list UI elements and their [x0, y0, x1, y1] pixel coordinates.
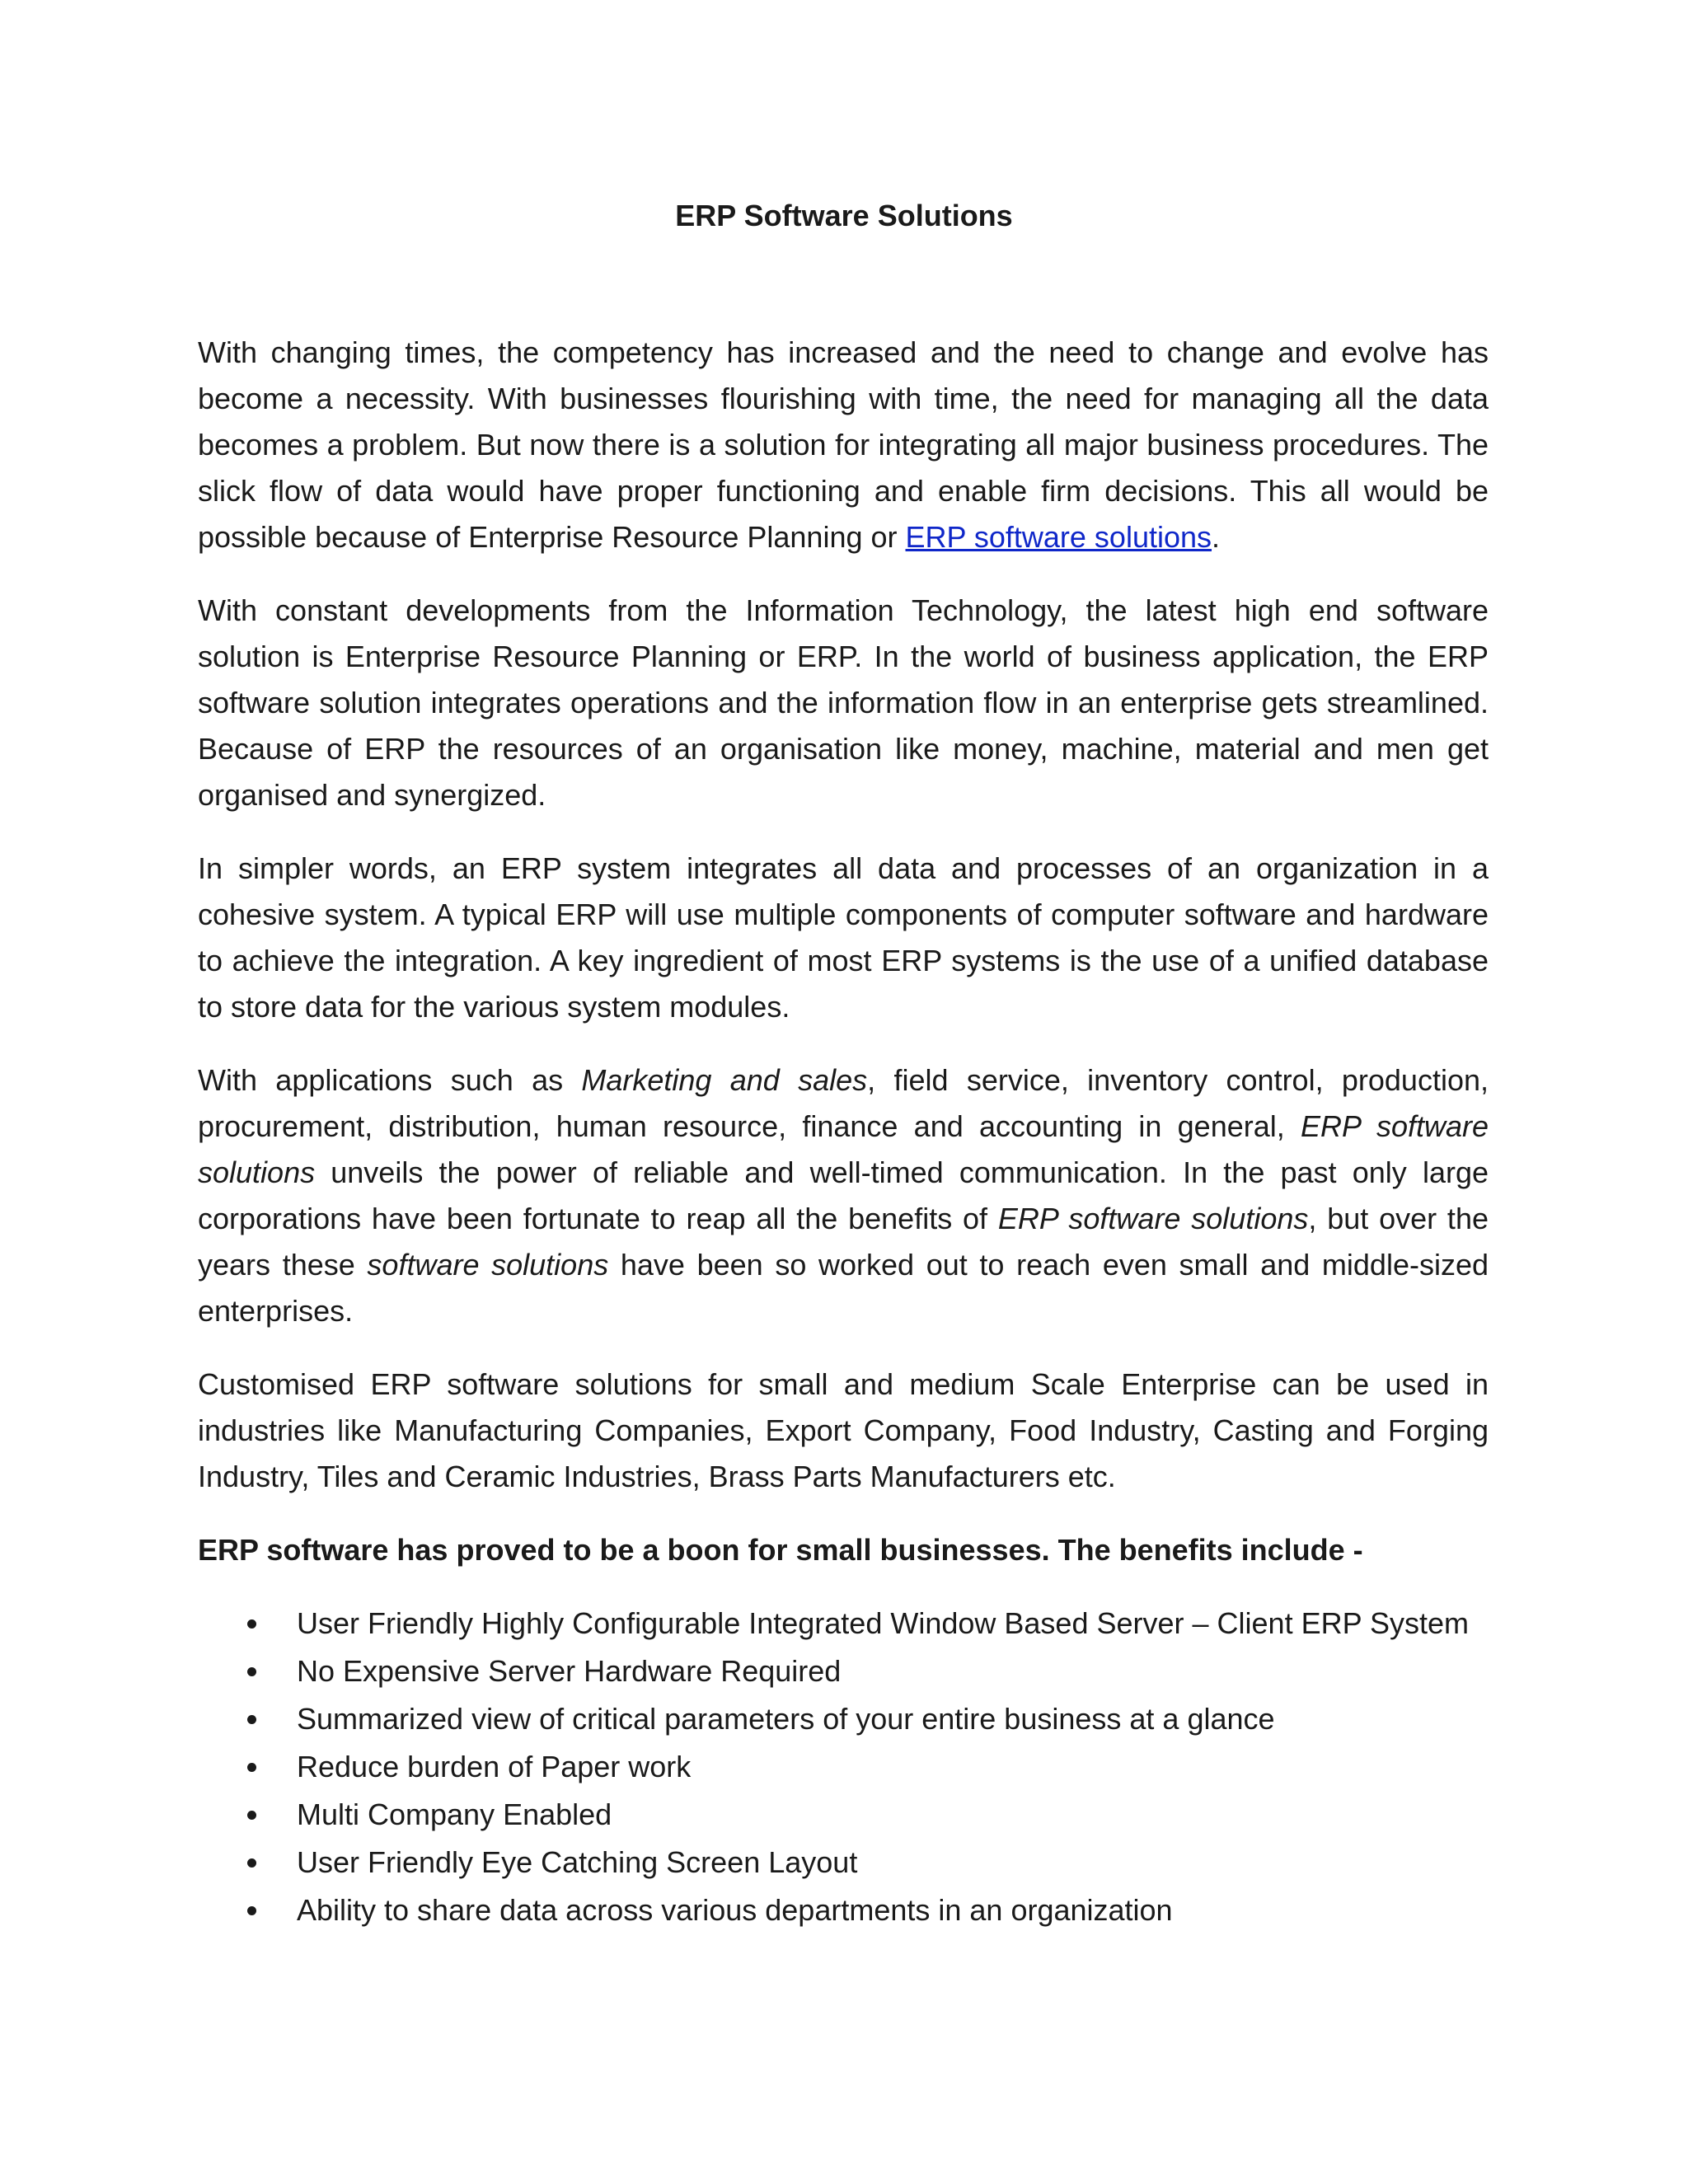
applications-text-4: , but over the years these — [198, 1202, 1489, 1282]
list-item — [198, 1886, 1489, 1934]
list-item — [198, 1647, 1489, 1695]
list-item-text: Multi Company Enabled — [297, 1797, 612, 1831]
applications-italic-marketing: Marketing and sales — [581, 1063, 868, 1097]
document-body — [198, 330, 1489, 1934]
benefits-list — [198, 1600, 1489, 1934]
list-item — [198, 1600, 1489, 1647]
intro-period: . — [1212, 520, 1221, 554]
paragraph-applications — [198, 1057, 1489, 1334]
intro-text: With changing times, the competency has increased and the need to change and evolve has become a necessity. With businesses flourishing with time, the need for managing all the data becomes a problem. But now there is a solution for integrating all major business procedures. The slick flow of data would have proper functioning and enable firm decisions. This all would be possible because of Enterprise Resource Planning or — [198, 335, 1489, 554]
list-item-text: Summarized view of critical parameters of your entire business at a glance — [297, 1702, 1275, 1736]
benefits-heading: ERP software has proved to be a boon for small businesses. The benefits include - — [198, 1533, 1363, 1567]
applications-italic-erp-1: ERP software solutions — [198, 1109, 1489, 1189]
list-item — [198, 1839, 1489, 1886]
list-item-text: Reduce burden of Paper work — [297, 1750, 692, 1783]
paragraph-customised: Customised ERP software solutions for small and medium Scale Enterprise can be used in industries like Manufacturing Companies, Export Company, Food Industry, Casting and Forging Industry, Tiles and Ceramic Industries, Brass Parts Manufacturers etc. — [198, 1367, 1489, 1493]
list-item-text: No Expensive Server Hardware Required — [297, 1654, 842, 1688]
list-item — [198, 1695, 1489, 1743]
paragraph-simpler-words: In simpler words, an ERP system integrates all data and processes of an organization in a cohesive system. A typical ERP will use multiple components of computer software and hardware to achieve the integration. A key ingredient of most ERP systems is the use of a unified database to store data for the various system modules. — [198, 851, 1489, 1024]
bullet-icon — [247, 1858, 256, 1868]
applications-text-2: , field service, inventory control, production, procurement, distribution, human resource, finance and accounting in general, — [198, 1063, 1489, 1143]
applications-text-5: have been so worked out to reach even small and middle-sized enterprises. — [198, 1248, 1489, 1328]
list-item-text: User Friendly Highly Configurable Integrated Window Based Server – Client ERP System — [297, 1606, 1469, 1640]
list-item-text: Ability to share data across various departments in an organization — [297, 1893, 1173, 1927]
applications-text-1: With applications such as — [198, 1063, 582, 1097]
bullet-icon — [247, 1763, 256, 1772]
list-item-text: User Friendly Eye Catching Screen Layout — [297, 1845, 858, 1879]
list-item — [198, 1743, 1489, 1791]
bullet-icon — [247, 1906, 256, 1915]
applications-italic-erp-2: ERP software solutions — [997, 1202, 1309, 1235]
bullet-icon — [247, 1811, 256, 1820]
bullet-icon — [247, 1715, 256, 1724]
paragraph-intro — [198, 330, 1489, 560]
document-title: ERP Software Solutions — [675, 199, 1013, 232]
bullet-icon — [247, 1667, 256, 1676]
paragraph-it-developments: With constant developments from the Information Technology, the latest high end software solution is Enterprise Resource Planning or ERP. In the world of business application, the ERP software solution integrates operations and the information flow in an enterprise gets streamlined. Because of ERP the resources of an organisation like money, machine, material and men get organised and synergized. — [198, 593, 1489, 812]
erp-software-solutions-link[interactable]: ERP software solutions — [905, 520, 1212, 554]
applications-text-3: unveils the power of reliable and well-timed communication. In the past only large corporations have been fortunate to reap all the benefits of — [198, 1155, 1489, 1235]
applications-italic-software: software solutions — [367, 1248, 609, 1282]
list-item — [198, 1791, 1489, 1839]
bullet-icon — [247, 1619, 256, 1629]
